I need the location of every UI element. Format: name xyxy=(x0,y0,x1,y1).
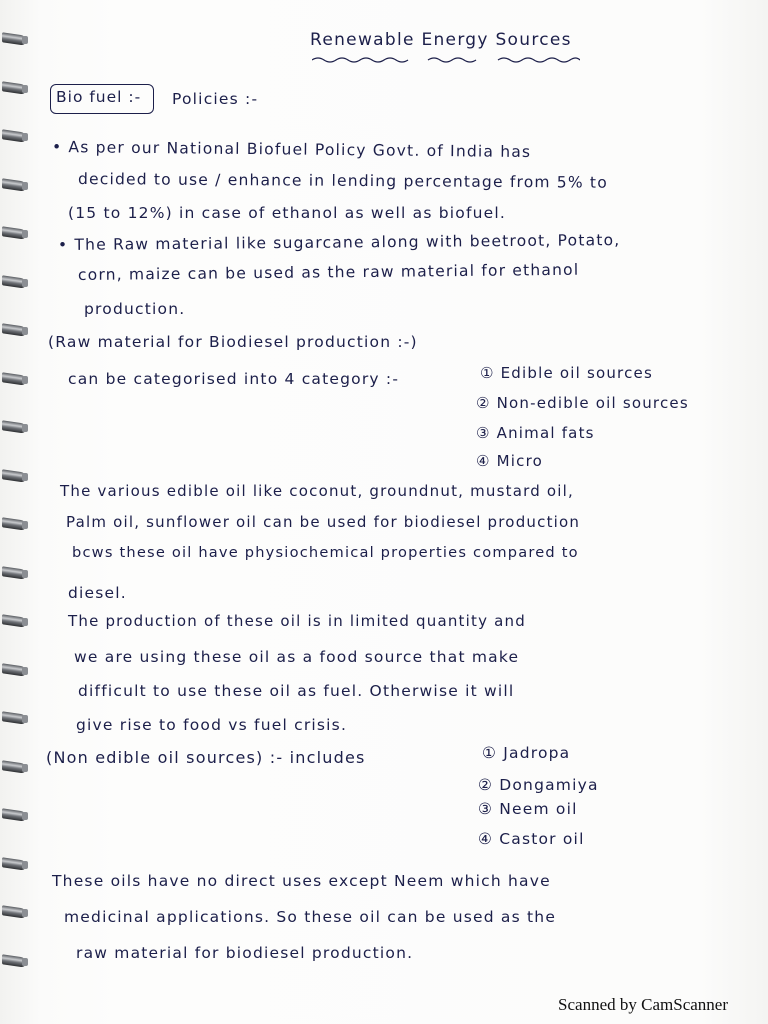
spiral-ring xyxy=(2,612,28,632)
text-line: The various edible oil like coconut, groundnut, mustard oil, xyxy=(60,482,574,500)
spiral-ring xyxy=(2,418,28,438)
spiral-ring xyxy=(2,758,28,778)
category-item: ① Edible oil sources xyxy=(480,364,653,382)
category-item: ③ Animal fats xyxy=(476,424,595,442)
text-line: • The Raw material like sugarcane along with beetroot, Potato, xyxy=(57,231,621,254)
spiral-ring xyxy=(2,273,28,293)
text-line: • As per our National Biofuel Policy Govt. of India has xyxy=(51,138,532,162)
spiral-ring xyxy=(2,709,28,729)
text-line: (15 to 12%) in case of ethanol as well as biofuel. xyxy=(68,204,507,222)
page-title: Renewable Energy Sources xyxy=(310,30,572,50)
text-line: corn, maize can be used as the raw material for ethanol xyxy=(77,260,580,284)
spiral-binding xyxy=(0,0,34,1000)
spiral-ring xyxy=(2,30,28,50)
text-line: give rise to food vs fuel crisis. xyxy=(76,716,348,734)
category-item: ④ Micro xyxy=(476,452,543,470)
spiral-ring xyxy=(2,176,28,196)
text-line: we are using these oil as a food source that make xyxy=(74,648,520,666)
spiral-ring xyxy=(2,564,28,584)
spiral-ring xyxy=(2,467,28,487)
text-line: Palm oil, sunflower oil can be used for biodiesel production xyxy=(66,513,581,531)
raw-material-heading: (Raw material for Biodiesel production :-) xyxy=(48,333,418,351)
text-line: These oils have no direct uses except Neem which have xyxy=(52,872,551,890)
text-line: decided to use / enhance in lending percentage from 5% to xyxy=(77,170,608,192)
non-edible-item: ① Jadropa xyxy=(482,744,571,762)
title-wavy-underline xyxy=(312,56,580,64)
text-line: raw material for biodiesel production. xyxy=(76,944,414,962)
spiral-ring xyxy=(2,515,28,535)
biofuel-label: Bio fuel :- xyxy=(56,88,142,106)
non-edible-item: ④ Castor oil xyxy=(478,830,585,848)
text-line: production. xyxy=(84,300,186,318)
text-line: difficult to use these oil as fuel. Otherwise it will xyxy=(78,682,515,700)
text-line: The production of these oil is in limited quantity and xyxy=(68,612,526,630)
scanner-watermark: Scanned by CamScanner xyxy=(558,995,728,1014)
spiral-ring xyxy=(2,806,28,826)
text-line: diesel. xyxy=(68,584,127,602)
spiral-ring xyxy=(2,79,28,99)
non-edible-item: ③ Neem oil xyxy=(478,800,578,818)
spiral-ring xyxy=(2,661,28,681)
spiral-ring xyxy=(2,855,28,875)
categorised-text: can be categorised into 4 category :- xyxy=(68,370,400,388)
spiral-ring xyxy=(2,952,28,972)
category-item: ② Non-edible oil sources xyxy=(476,394,689,412)
text-line: bcws these oil have physiochemical properties compared to xyxy=(72,544,579,561)
policies-label: Policies :- xyxy=(172,90,259,108)
non-edible-heading: (Non edible oil sources) :- includes xyxy=(46,748,366,767)
spiral-ring xyxy=(2,370,28,390)
spiral-ring xyxy=(2,321,28,341)
non-edible-item: ② Dongamiya xyxy=(478,776,599,794)
spiral-ring xyxy=(2,127,28,147)
spiral-ring xyxy=(2,224,28,244)
spiral-ring xyxy=(2,903,28,923)
text-line: medicinal applications. So these oil can be used as the xyxy=(64,908,557,926)
